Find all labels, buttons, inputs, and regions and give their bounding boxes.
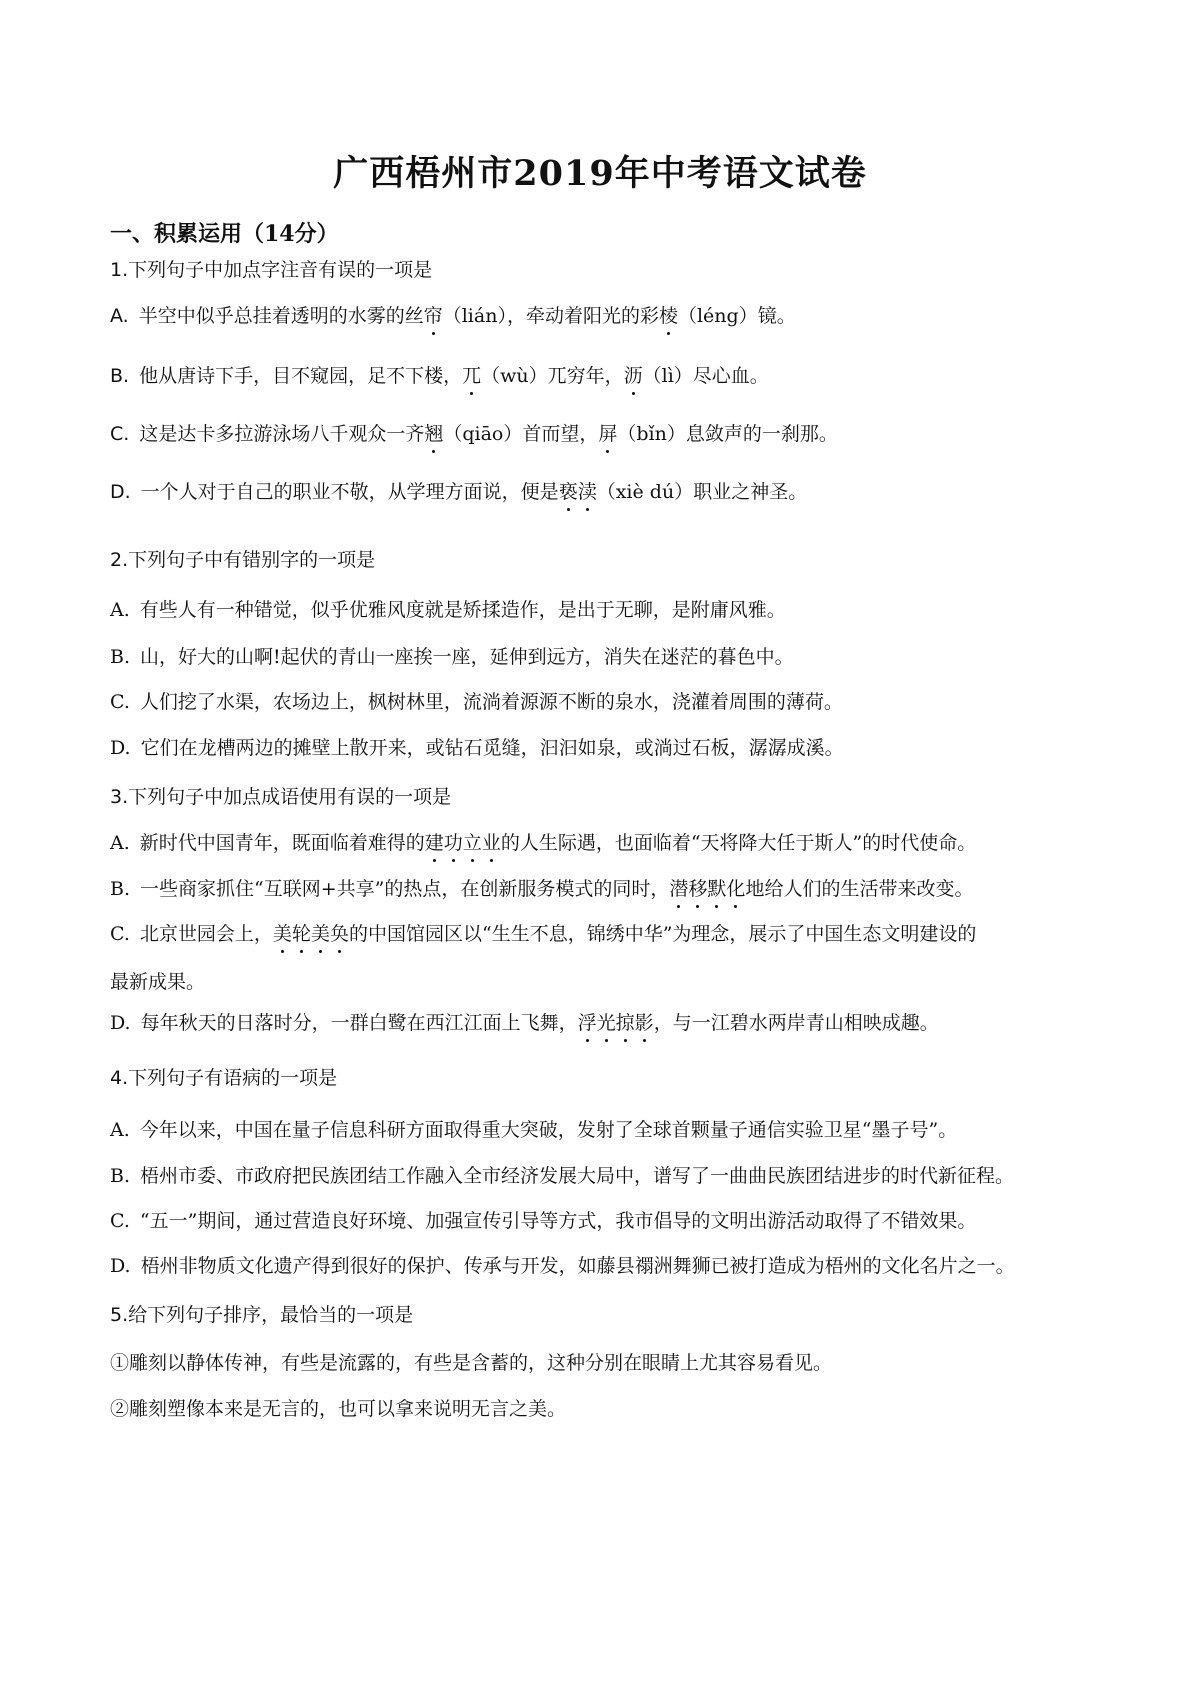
- emphasis-dot-char: 屏: [598, 423, 618, 445]
- option-label: A.: [110, 599, 130, 621]
- question-2-option-a: [110, 596, 786, 624]
- emphasis-dot-char: 移: [688, 878, 708, 900]
- emphasis-dot-char: 影: [634, 1012, 654, 1034]
- question-1-option-d: [110, 478, 807, 506]
- option-text: 他从唐诗下手，目不窥园，足不下楼，: [139, 365, 463, 387]
- option-label: D.: [110, 1012, 131, 1034]
- dotted-char: [424, 305, 443, 327]
- dotted-char: [598, 423, 617, 445]
- option-text: 这是达卡多拉游泳场八千观众一齐: [139, 423, 425, 445]
- option-text: 有些人有一种错觉，似乎优雅风度就是矫揉造作，是出于无聊，是附庸风雅。: [139, 599, 786, 621]
- emphasis-dot-char: 沥: [623, 365, 643, 387]
- question-text: 下列句子有语病的一项是: [128, 1067, 338, 1089]
- option-text: 一些商家抓住“互联网+共享”的热点，在创新服务模式的同时，: [140, 878, 670, 900]
- option-label: A.: [110, 1119, 130, 1141]
- question-2-option-b: [110, 643, 794, 671]
- option-text: （lì）尽心血。: [642, 365, 769, 387]
- emphasis-dot-char: 帘: [423, 305, 443, 327]
- emphasis-dot-char: 亵: [558, 481, 578, 503]
- dotted-idiom: [273, 923, 349, 945]
- option-text: （wù）兀穷年，: [481, 365, 624, 387]
- option-text: （léng）镜。: [677, 305, 796, 327]
- emphasis-dot-char: 兀: [462, 365, 482, 387]
- dotted-char: [559, 481, 597, 503]
- option-label: D.: [110, 737, 131, 759]
- option-label: B.: [110, 878, 131, 900]
- question-number: 5.: [110, 1304, 129, 1326]
- section-heading: 一、积累运用（14分）: [110, 221, 339, 247]
- option-text: 最新成果。: [110, 971, 206, 993]
- question-text: 下列句子中加点字注音有误的一项是: [128, 259, 433, 281]
- option-text: （xiè dú）职业之神圣。: [596, 481, 808, 503]
- option-text: “五一”期间，通过营造良好环境、加强宣传引导等方式，我市倡导的文明出游活动取得了不错效果。: [139, 1210, 977, 1232]
- emphasis-dot-char: 化: [726, 878, 746, 900]
- option-label: C.: [110, 423, 130, 445]
- emphasis-dot-char: 功: [443, 832, 463, 854]
- question-3-stem: [110, 783, 451, 811]
- question-2-stem: [110, 546, 375, 574]
- exam-title: 广西梧州市2019年中考语文试卷: [333, 153, 867, 194]
- emphasis-dot-char: 浮: [577, 1012, 597, 1034]
- option-text: 山，好大的山啊!起伏的青山一座挨一座，延伸到远方，消失在迷茫的暮色中。: [140, 646, 794, 668]
- option-text: 今年以来，中国在量子信息科研方面取得重大突破，发射了全球首颗量子通信实验卫星“墨子号”。: [139, 1119, 958, 1141]
- question-number: 1.: [110, 259, 129, 281]
- emphasis-dot-char: 轮: [291, 923, 311, 945]
- dotted-char: [462, 365, 481, 387]
- dotted-char: [424, 423, 443, 445]
- question-4-option-d: [110, 1252, 1015, 1280]
- emphasis-dot-char: 渎: [577, 481, 597, 503]
- option-label: A.: [110, 305, 129, 327]
- dotted-idiom: [578, 1012, 654, 1034]
- question-3-option-c: [110, 920, 976, 948]
- option-text: 人们挖了水渠，农场边上，枫树林里，流淌着源源不断的泉水，浇灌着周围的薄荷。: [139, 691, 843, 713]
- option-text: 梧州非物质文化遗产得到很好的保护、传承与开发，如藤县禤洲舞狮已被打造成为梧州的文化名片之一。: [140, 1255, 1015, 1277]
- question-number: 2.: [110, 549, 129, 571]
- question-number: 3.: [110, 786, 129, 808]
- option-label: B.: [110, 646, 131, 668]
- question-text: 给下列句子排序，最恰当的一项是: [128, 1304, 414, 1326]
- emphasis-dot-char: 棱: [658, 305, 678, 327]
- emphasis-dot-char: 建: [424, 832, 444, 854]
- emphasis-dot-char: 潜: [669, 878, 689, 900]
- option-label: C.: [110, 691, 130, 713]
- emphasis-dot-char: 奂: [329, 923, 349, 945]
- question-5-item-1: ①雕刻以静体传神，有些是流露的，有些是含蓄的，这种分别在眼睛上尤其容易看见。: [110, 1352, 833, 1374]
- question-2-option-c: [110, 688, 843, 716]
- option-text: 新时代中国青年，既面临着难得的: [139, 832, 425, 854]
- question-5-stem: [110, 1301, 413, 1329]
- option-label: B.: [110, 1165, 131, 1187]
- question-1-option-b: [110, 362, 769, 390]
- dotted-idiom: [669, 878, 745, 900]
- question-text: 下列句子中有错别字的一项是: [128, 549, 376, 571]
- question-4-option-b: [110, 1162, 1014, 1190]
- dotted-char: [624, 365, 643, 387]
- emphasis-dot-char: 业: [481, 832, 501, 854]
- question-text: 下列句子中加点成语使用有误的一项是: [128, 786, 452, 808]
- option-label: D.: [110, 1255, 131, 1277]
- question-3-option-b: [110, 875, 973, 903]
- question-number: 4.: [110, 1067, 129, 1089]
- question-4-stem: [110, 1064, 337, 1092]
- question-1-stem: [110, 256, 432, 284]
- emphasis-dot-char: 光: [596, 1012, 616, 1034]
- option-label: C.: [110, 1210, 130, 1232]
- question-4-option-a: [110, 1116, 957, 1144]
- option-text: 的中国馆园区以“生生不息，锦绣中华”为理念，展示了中国生态文明建设的: [348, 923, 977, 945]
- option-text: （qiāo）首而望，: [443, 423, 599, 445]
- option-text: 梧州市委、市政府把民族团结工作融入全市经济发展大局中，谱写了一曲曲民族团结进步的时代新征程。: [140, 1165, 1015, 1187]
- question-5-item-2: ②雕刻塑像本来是无言的，也可以拿来说明无言之美。: [110, 1398, 567, 1420]
- emphasis-dot-char: 美: [310, 923, 330, 945]
- emphasis-dot-char: 默: [707, 878, 727, 900]
- dotted-char: [659, 305, 678, 327]
- emphasis-dot-char: 立: [462, 832, 482, 854]
- option-text: 一个人对于自己的职业不敬，从学理方面说，便是: [140, 481, 559, 503]
- emphasis-dot-char: 翘: [424, 423, 444, 445]
- option-label: B.: [110, 365, 130, 387]
- question-1-option-a: [110, 302, 796, 330]
- emphasis-dot-char: 掠: [615, 1012, 635, 1034]
- option-text: 它们在龙槽两边的摊壁上散开来，或钻石觅缝，汩汩如泉，或淌过石板，潺潺成溪。: [140, 737, 844, 759]
- option-label: A.: [110, 832, 130, 854]
- question-3-option-c-continued: [110, 968, 205, 996]
- question-1-option-c: [110, 420, 838, 448]
- option-text: 半空中似乎总挂着透明的水雾的丝: [138, 305, 424, 327]
- option-label: C.: [110, 923, 130, 945]
- option-text: （bǐn）息敛声的一刹那。: [617, 423, 838, 445]
- question-3-option-a: [110, 829, 976, 857]
- dotted-idiom: [425, 832, 501, 854]
- question-2-option-d: [110, 734, 844, 762]
- option-text: 北京世园会上，: [139, 923, 273, 945]
- option-label: D.: [110, 481, 131, 503]
- option-text: 地给人们的生活带来改变。: [745, 878, 974, 900]
- question-4-option-c: [110, 1207, 976, 1235]
- question-3-option-d: [110, 1009, 939, 1037]
- option-text: 的人生际遇，也面临着“天将降大任于斯人”的时代使命。: [500, 832, 977, 854]
- option-text: ，与一江碧水两岸青山相映成趣。: [653, 1012, 939, 1034]
- option-text: 每年秋天的日落时分，一群白鹭在西江江面上飞舞，: [140, 1012, 578, 1034]
- emphasis-dot-char: 美: [272, 923, 292, 945]
- option-text: （lián），牵动着阳光的彩: [442, 305, 659, 327]
